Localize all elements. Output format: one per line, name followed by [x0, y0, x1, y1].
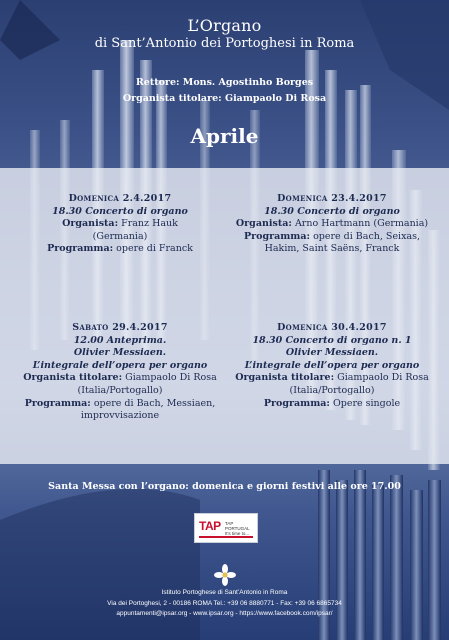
cross-flower-emblem-icon: [214, 563, 236, 589]
concert-time-title: 18.30 Concerto di organo: [52, 205, 188, 217]
program-label: Programma:: [47, 243, 114, 255]
sponsor-name: TAP PORTUGAL: [225, 521, 250, 531]
performer-name: Giampaolo Di Rosa: [125, 372, 217, 384]
header: [0, 0, 449, 168]
sponsor-logo-text: TAP: [199, 519, 221, 533]
concert-time-title: 12.00 Anteprima.: [73, 334, 167, 346]
performer-label: Organista:: [62, 218, 119, 230]
concert-time-title: 18.30 Concerto di organo n. 1: [252, 334, 412, 346]
performer-label: Organista:: [235, 218, 292, 230]
performer-name: Giampaolo Di Rosa: [337, 372, 429, 384]
concert-date: Sabato 29.4.2017: [72, 322, 168, 333]
concert-date: Domenica 2.4.2017: [68, 193, 172, 204]
concert-composer: Olivier Messiaen.: [285, 347, 379, 359]
page-subtitle: di Sant’Antonio dei Portoghesi in Roma: [94, 36, 355, 51]
performer-label: Organista titolare:: [235, 372, 335, 384]
concert-entry: [232, 193, 432, 256]
program-label: Programma:: [243, 230, 311, 242]
performer-origin: (Germania): [92, 230, 148, 242]
sponsor-logo: [194, 513, 258, 543]
concert-date: Domenica 23.4.2017: [277, 193, 387, 204]
program-text: opere di Bach, Seixas, Hakim, Saint Saëns, Franck: [264, 230, 421, 255]
page-title: L’Organo: [187, 16, 262, 35]
rettore-line: Rettore: Mons. Agostinho Borges: [135, 77, 314, 88]
concert-subtitle: L’integrale dell’opera per organo: [244, 359, 420, 371]
performer-name: Arno Hartmann (Germania): [294, 218, 429, 230]
concert-entry: [25, 193, 215, 256]
program-text: Opere singole: [332, 397, 401, 409]
concert-time-title: 18.30 Concerto di organo: [264, 205, 400, 217]
program-label: Programma:: [263, 397, 330, 409]
month-heading: Aprile: [190, 124, 259, 148]
mass-notice: Santa Messa con l’organo: domenica e giorni festivi alle ore 17.00: [48, 481, 401, 492]
footer-address: Via dei Portoghesi, 2 - 00186 ROMA Tel.: +39 06 8880771 - Fax: +39 06 6865734: [107, 600, 342, 607]
sponsor-bar: [199, 536, 253, 538]
organista-line: Organista titolare: Giampaolo Di Rosa: [122, 93, 327, 104]
program-label: Programma:: [24, 397, 91, 409]
footer-institute: Istituto Portoghese di Sant’Antonio in Roma: [161, 589, 288, 596]
concert-entry: [20, 322, 220, 423]
program-text: opere di Bach, Messiaen, improvvisazione: [80, 397, 216, 422]
performer-label: Organista titolare:: [23, 372, 123, 384]
concert-subtitle: L’integrale dell’opera per organo: [32, 359, 208, 371]
concert-date: Domenica 30.4.2017: [277, 322, 387, 333]
performer-origin: (Italia/Portogallo): [289, 384, 375, 396]
concert-entry: [232, 322, 432, 410]
performer-origin: (Italia/Portogallo): [77, 384, 163, 396]
sponsor-tagline: It's time to...: [225, 531, 250, 536]
performer-name: Franz Hauk: [121, 218, 178, 230]
footer-contacts: appuntamenti@ipsar.org - www.ipsar.org - https://www.facebook.com/ipsar/: [116, 610, 333, 617]
concert-composer: Olivier Messiaen.: [73, 347, 167, 359]
program-text: opere di Franck: [116, 243, 193, 255]
